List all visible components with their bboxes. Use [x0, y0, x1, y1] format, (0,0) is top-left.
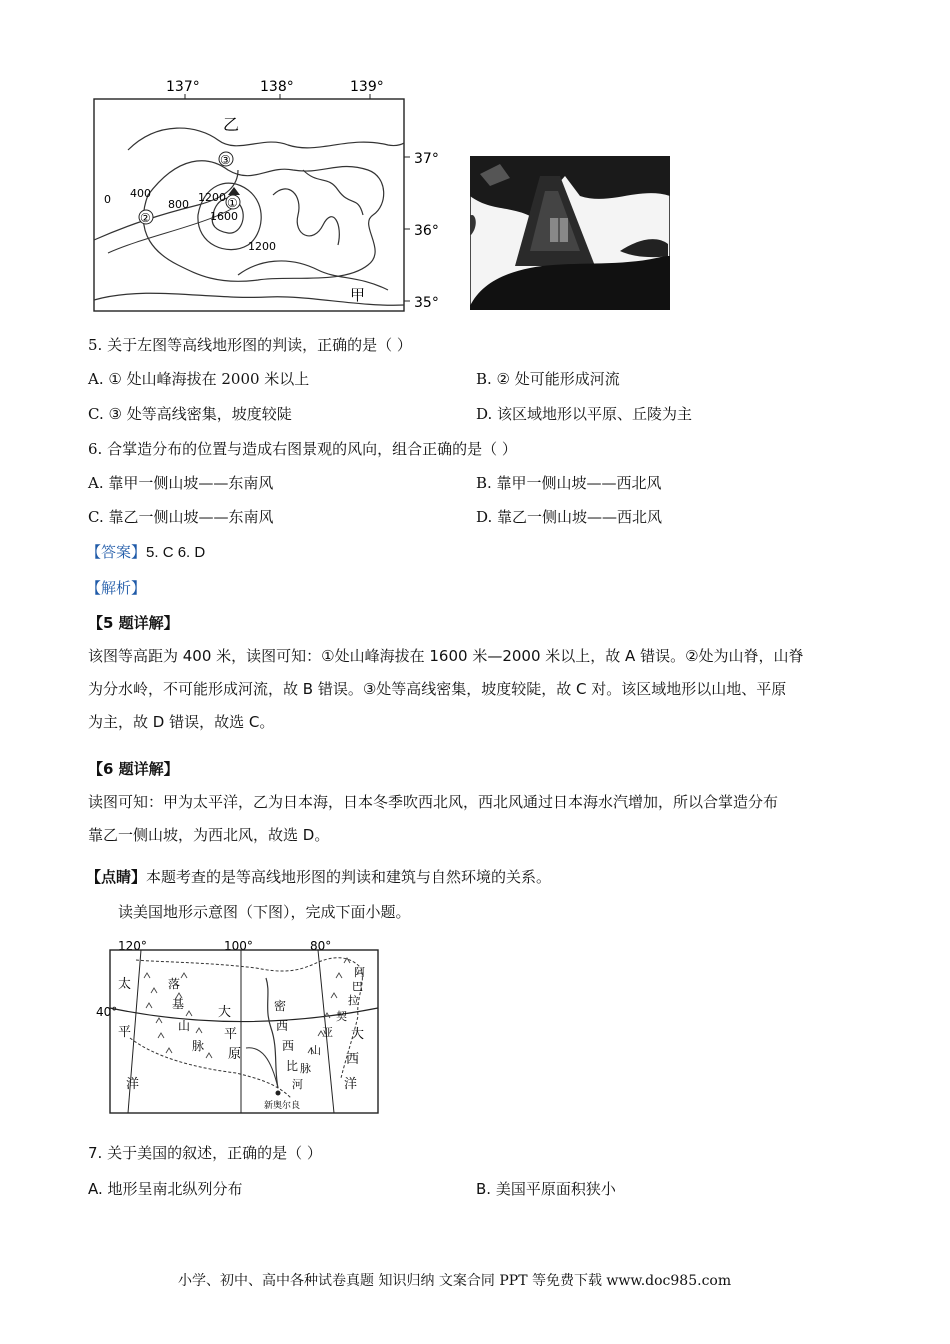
pacific-label: 平: [118, 1025, 132, 1040]
lat-label: 36°: [414, 223, 439, 239]
atlantic-label: 大: [351, 1027, 365, 1042]
q5-stem: 5. 关于左图等高线地形图的判读，正确的是（ ）: [88, 336, 412, 354]
contour-label: 0: [104, 193, 111, 206]
appalachian-label: 山: [310, 1044, 321, 1057]
lon-label: 100°: [224, 939, 253, 953]
answer-line: [86, 541, 205, 562]
detail6-line: 读图可知：甲为太平洋，乙为日本海，日本冬季吹西北风，西北风通过日本海水汽增加，所以合掌造分布: [88, 793, 779, 811]
q6-stem: 6. 合掌造分布的位置与造成右图景观的风向，组合正确的是（ ）: [88, 440, 517, 458]
q6-option-d: D. 靠乙一侧山坡——西北风: [476, 508, 663, 526]
river-label: 比: [286, 1059, 299, 1073]
rocky-label: 基: [172, 997, 185, 1011]
intro-text: 读美国地形示意图（下图），完成下面小题。: [118, 903, 411, 921]
river-label: 密: [274, 999, 287, 1013]
appalachian-label: 阿: [354, 966, 365, 979]
q5-option-a: A. ① 处山峰海拔在 2000 米以上: [88, 370, 310, 388]
detail5-title: 【5 题详解】: [88, 614, 179, 632]
contour-label: 1200: [198, 191, 226, 204]
rocky-label: 山: [178, 1019, 191, 1033]
pacific-label: 洋: [126, 1077, 140, 1092]
plain-label: 原: [228, 1047, 242, 1062]
contour-map: [88, 75, 448, 320]
lat-label: 40°: [96, 1005, 118, 1019]
contour-label: 800: [168, 198, 189, 211]
note-line: [86, 866, 551, 887]
plain-label: 平: [224, 1027, 238, 1042]
point-3: ③: [220, 153, 231, 167]
place-jia: 甲: [350, 286, 366, 304]
q7-stem: 7. 关于美国的叙述，正确的是（ ）: [88, 1144, 322, 1162]
appalachian-label: 契: [336, 1010, 347, 1023]
answer-tag: 【答案】: [86, 543, 147, 561]
rocky-label: 落: [168, 977, 181, 991]
point-1: ①: [227, 196, 238, 210]
q6-option-c: C. 靠乙一侧山坡——东南风: [88, 508, 274, 526]
contour-label: 1200: [248, 240, 276, 253]
page-footer: 小学、初中、高中各种试卷真题 知识归纳 文案合同 PPT 等免费下载 www.doc985.com: [178, 1273, 732, 1289]
lat-label: 37°: [414, 151, 439, 167]
river-label: 西: [276, 1019, 289, 1033]
lon-label: 138°: [260, 79, 294, 95]
river-label: 西: [282, 1039, 295, 1053]
appalachian-label: 脉: [300, 1062, 311, 1075]
detail6-body: [88, 786, 878, 852]
detail5-line: 为分水岭，不可能形成河流，故 B 错误。③处等高线密集，坡度较陡，故 C 对。该区域地形以山地、平原: [88, 680, 787, 698]
river-label: 河: [292, 1078, 303, 1091]
lat-label: 35°: [414, 295, 439, 311]
appalachian-label: 亚: [322, 1026, 333, 1039]
contour-label: 400: [130, 187, 151, 200]
house-photo: [470, 156, 670, 310]
detail5-line: 该图等高距为 400 米，读图可知：①处山峰海拔在 1600 米—2000 米以上，故 A 错误。②处为山脊，山脊: [88, 647, 804, 665]
atlantic-label: 西: [346, 1052, 360, 1067]
lon-label: 80°: [310, 939, 332, 953]
q6-option-a: A. 靠甲一侧山坡——东南风: [88, 474, 274, 492]
detail5-line: 为主，故 D 错误，故选 C。: [88, 713, 275, 731]
q7-option-b: B. 美国平原面积狭小: [476, 1180, 616, 1198]
note-text: 本题考查的是等高线地形图的判读和建筑与自然环境的关系。: [146, 868, 552, 886]
lon-label: 137°: [166, 79, 200, 95]
note-tag: 【点睛】: [86, 868, 147, 886]
q5-option-d: D. 该区域地形以平原、丘陵为主: [476, 405, 693, 423]
answer-text: 5. C 6. D: [146, 544, 206, 561]
place-yi: 乙: [223, 115, 240, 134]
q6-option-b: B. 靠甲一侧山坡——西北风: [476, 474, 662, 492]
q7-option-a: A. 地形呈南北纵列分布: [88, 1180, 243, 1198]
detail6-line: 靠乙一侧山坡，为西北风，故选 D。: [88, 826, 330, 844]
pacific-label: 太: [118, 977, 132, 992]
q5-option-c: C. ③ 处等高线密集，坡度较陡: [88, 405, 292, 423]
detail6-title: 【6 题详解】: [88, 760, 179, 778]
plain-label: 大: [218, 1005, 232, 1020]
lon-label: 120°: [118, 939, 147, 953]
contour-label: 1600: [210, 210, 238, 223]
lon-label: 139°: [350, 79, 384, 95]
appalachian-label: 拉: [348, 994, 359, 1007]
point-2: ②: [140, 211, 151, 225]
atlantic-label: 洋: [344, 1077, 358, 1092]
appalachian-label: 巴: [352, 980, 363, 993]
detail5-body: [88, 640, 878, 739]
rocky-label: 脉: [192, 1039, 205, 1053]
usa-map: [96, 938, 386, 1118]
city-label: 新奥尔良: [264, 1101, 301, 1111]
analysis-tag: 【解析】: [86, 579, 147, 597]
q5-option-b: B. ② 处可能形成河流: [476, 370, 620, 388]
